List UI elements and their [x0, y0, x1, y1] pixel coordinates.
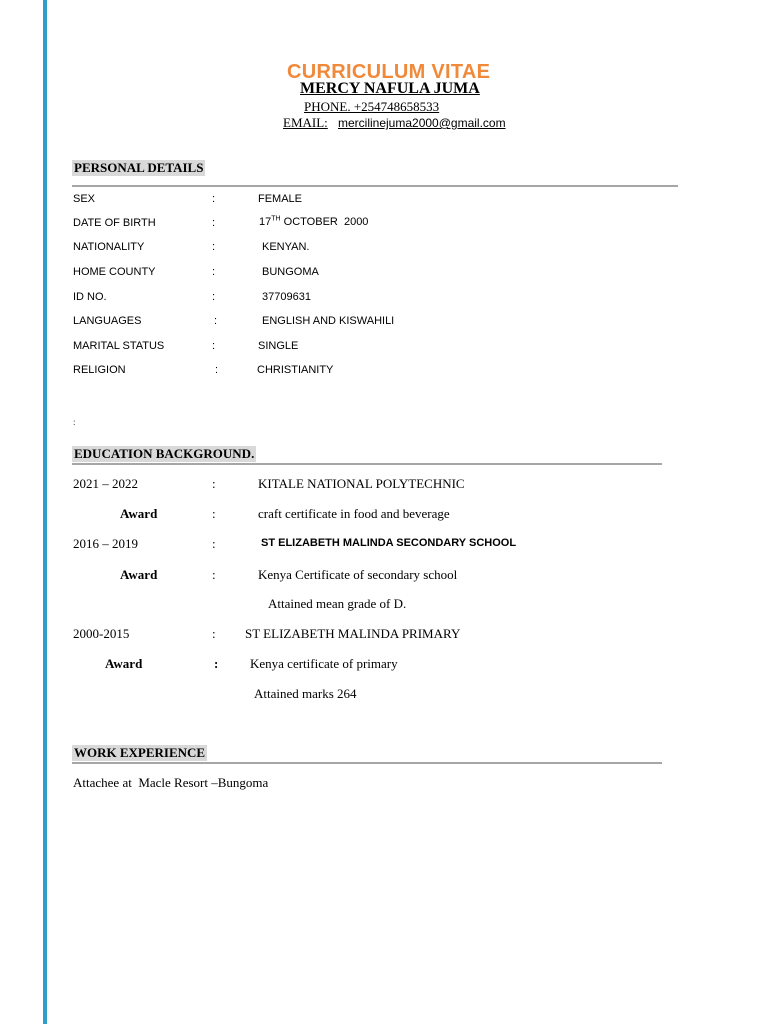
languages-label: LANGUAGES	[73, 315, 142, 327]
award-value-3: Kenya certificate of primary	[250, 656, 398, 671]
marital-status-value: SINGLE	[258, 340, 299, 352]
education-years-3: 2000-2015	[73, 626, 130, 641]
education-years-1: 2021 – 2022	[73, 476, 138, 491]
email-label: EMAIL:	[283, 115, 328, 130]
dob-value	[259, 216, 368, 228]
id-no-colon: :	[212, 291, 216, 303]
home-county-value: BUNGOMA	[262, 266, 319, 278]
dob-day: 17	[259, 216, 272, 228]
award-colon-1: :	[212, 506, 216, 521]
work-experience-rule	[72, 762, 662, 764]
stray-colon: :	[73, 417, 76, 427]
id-no-value: 37709631	[262, 291, 311, 303]
personal-details-rule	[72, 185, 678, 187]
award-label-2: Award	[120, 567, 158, 582]
award-note-3: Attained marks 264	[254, 686, 357, 701]
phone-number: PHONE. +254748658533	[304, 99, 440, 114]
education-rule	[72, 463, 662, 465]
sex-colon: :	[212, 193, 216, 205]
award-note-2: Attained mean grade of D.	[268, 596, 407, 611]
education-colon-3: :	[212, 626, 216, 641]
award-value-1: craft certificate in food and beverage	[258, 506, 450, 521]
education-school-2: ST ELIZABETH MALINDA SECONDARY SCHOOL	[261, 537, 517, 549]
home-county-label: HOME COUNTY	[73, 266, 156, 278]
home-county-colon: :	[212, 266, 216, 278]
award-label-1: Award	[120, 506, 158, 521]
dob-rest: OCTOBER 2000	[280, 216, 369, 228]
sex-value: FEMALE	[258, 193, 303, 205]
work-experience-heading: WORK EXPERIENCE	[74, 745, 206, 760]
education-years-2: 2016 – 2019	[73, 536, 138, 551]
award-value-2: Kenya Certificate of secondary school	[258, 567, 458, 582]
email-link[interactable]: mercilinejuma2000@gmail.com	[338, 116, 506, 130]
candidate-name: MERCY NAFULA JUMA	[300, 80, 480, 97]
nationality-colon: :	[212, 241, 216, 253]
religion-label: RELIGION	[73, 364, 126, 376]
religion-colon: :	[215, 364, 219, 376]
sex-label: SEX	[73, 193, 96, 205]
education-heading: EDUCATION BACKGROUND.	[74, 446, 255, 461]
dob-label: DATE OF BIRTH	[73, 217, 156, 229]
id-no-label: ID NO.	[73, 291, 107, 303]
dob-colon: :	[212, 217, 216, 229]
page-margin-line	[43, 0, 47, 1024]
cv-title: CURRICULUM VITAE	[287, 61, 491, 83]
dob-suffix: TH	[271, 215, 281, 223]
award-label-3: Award	[105, 656, 143, 671]
religion-value: CHRISTIANITY	[257, 364, 334, 376]
education-school-1: KITALE NATIONAL POLYTECHNIC	[258, 476, 465, 491]
education-colon-1: :	[212, 476, 216, 491]
education-colon-2: :	[212, 536, 216, 551]
personal-details-heading: PERSONAL DETAILS	[74, 160, 204, 175]
languages-value: ENGLISH AND KISWAHILI	[262, 315, 395, 327]
marital-status-colon: :	[212, 340, 216, 352]
award-colon-3: :	[214, 656, 219, 671]
marital-status-label: MARITAL STATUS	[73, 340, 165, 352]
work-experience-entry: Attachee at Macle Resort –Bungoma	[73, 775, 269, 790]
award-colon-2: :	[212, 567, 216, 582]
education-school-3: ST ELIZABETH MALINDA PRIMARY	[245, 626, 461, 641]
nationality-value: KENYAN.	[262, 241, 310, 253]
languages-colon: :	[214, 315, 218, 327]
nationality-label: NATIONALITY	[73, 241, 145, 253]
